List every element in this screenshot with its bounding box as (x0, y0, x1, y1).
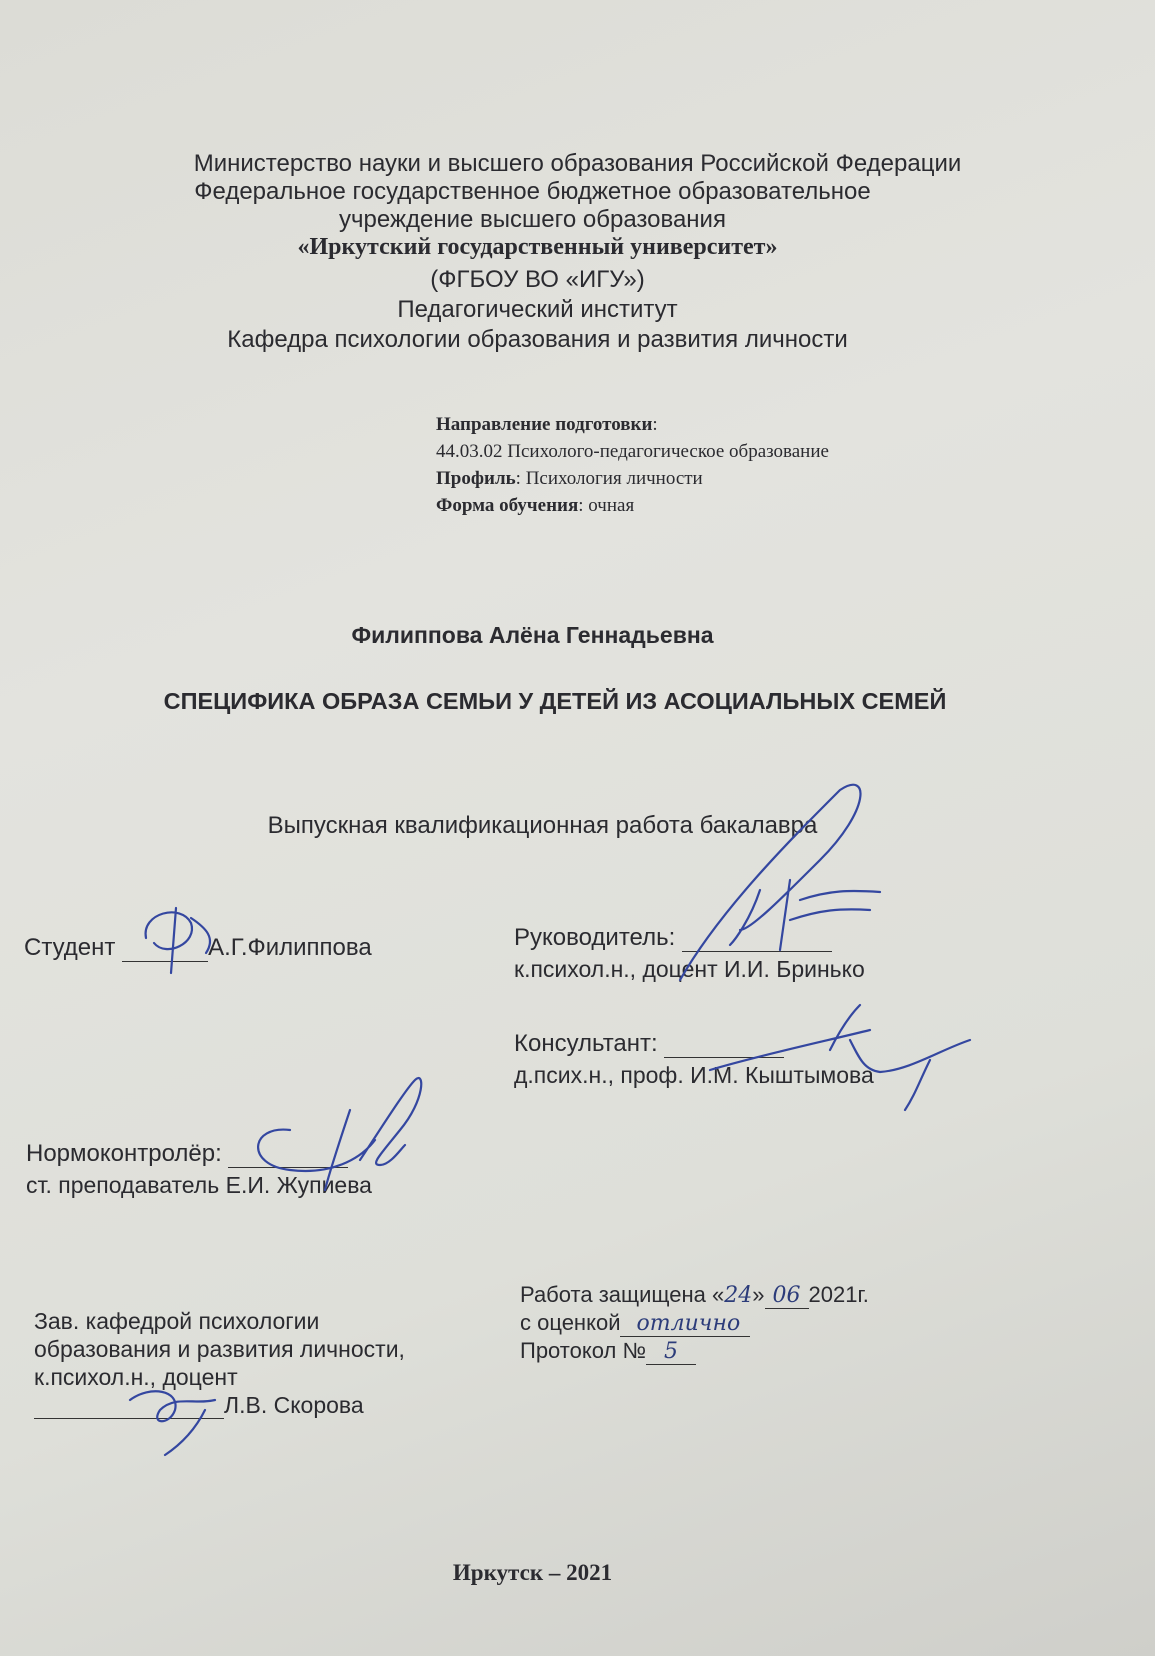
institution-line: Федеральное государственное бюджетное образовательное (194, 178, 871, 205)
direction-value: 44.03.02 Психолого-педагогическое образование (436, 441, 829, 462)
consultant-info: д.псих.н., проф. И.М. Кыштымова (514, 1062, 874, 1088)
work-type: Выпускная квалификационная работа бакалавра (267, 812, 818, 839)
defended-label: Работа защищена « (520, 1282, 725, 1307)
defense-day: 24 (724, 1283, 753, 1308)
student-name: А.Г.Филиппова (208, 934, 372, 961)
profile-row: Профиль: Психология личности (436, 468, 703, 489)
defense-year: 2021г. (808, 1282, 869, 1307)
ministry-line: Министерство науки и высшего образования Российской Федерации (193, 150, 962, 177)
normocontrol-info: ст. преподаватель Е.И. Жупиева (26, 1172, 372, 1198)
supervisor-signature (640, 780, 900, 1000)
profile-value: Психология личности (525, 468, 703, 489)
head-line-1: Зав. кафедрой психологии (34, 1308, 320, 1334)
student-signature (136, 898, 226, 978)
author-name: Филиппова Алёна Геннадьевна (351, 622, 714, 648)
normocontrol-label: Нормоконтролёр: (26, 1140, 222, 1167)
university-abbr: (ФГБОУ ВО «ИГУ») (430, 266, 645, 293)
grade-row (520, 1310, 750, 1336)
grade-value: отлично (620, 1311, 750, 1337)
normocontrol-signature (230, 1070, 430, 1200)
form-label: Форма обучения (436, 495, 579, 516)
thesis-title: СПЕЦИФИКА ОБРАЗА СЕМЬИ У ДЕТЕЙ ИЗ АСОЦИАЛЬНЫХ СЕМЕЙ (163, 688, 947, 714)
city-year: Иркутск – 2021 (452, 1560, 613, 1585)
form-row: Форма обучения: очная (436, 495, 635, 516)
institution-line-2: учреждение высшего образования (339, 206, 726, 233)
direction-row: Направление подготовки: (436, 414, 658, 435)
student-label: Студент (24, 934, 116, 961)
head-line-2: образования и развития личности, (34, 1336, 405, 1362)
supervisor-info: к.психол.н., доцент И.И. Бринько (514, 956, 865, 982)
direction-label: Направление подготовки (436, 414, 653, 435)
protocol-row (520, 1338, 696, 1364)
institute-name: Педагогический институт (397, 296, 678, 323)
profile-label: Профиль (436, 468, 516, 489)
supervisor-label: Руководитель: (514, 924, 676, 951)
protocol-label: Протокол № (520, 1338, 647, 1363)
head-line-3: к.психол.н., доцент (34, 1364, 238, 1390)
consultant-signature (700, 1000, 980, 1120)
consultant-label: Консультант: (514, 1030, 658, 1057)
grade-label: с оценкой (520, 1310, 621, 1335)
head-name: Л.В. Скорова (224, 1392, 364, 1418)
defense-month: 06 (765, 1283, 809, 1309)
protocol-number: 5 (646, 1339, 696, 1365)
form-value: очная (588, 495, 635, 516)
university-name: «Иркутский государственный университет» (297, 234, 778, 260)
department-name: Кафедра психологии образования и развития личности (227, 326, 848, 353)
quote-close: » (752, 1282, 765, 1307)
defense-row (520, 1282, 869, 1308)
head-signature (120, 1380, 230, 1460)
